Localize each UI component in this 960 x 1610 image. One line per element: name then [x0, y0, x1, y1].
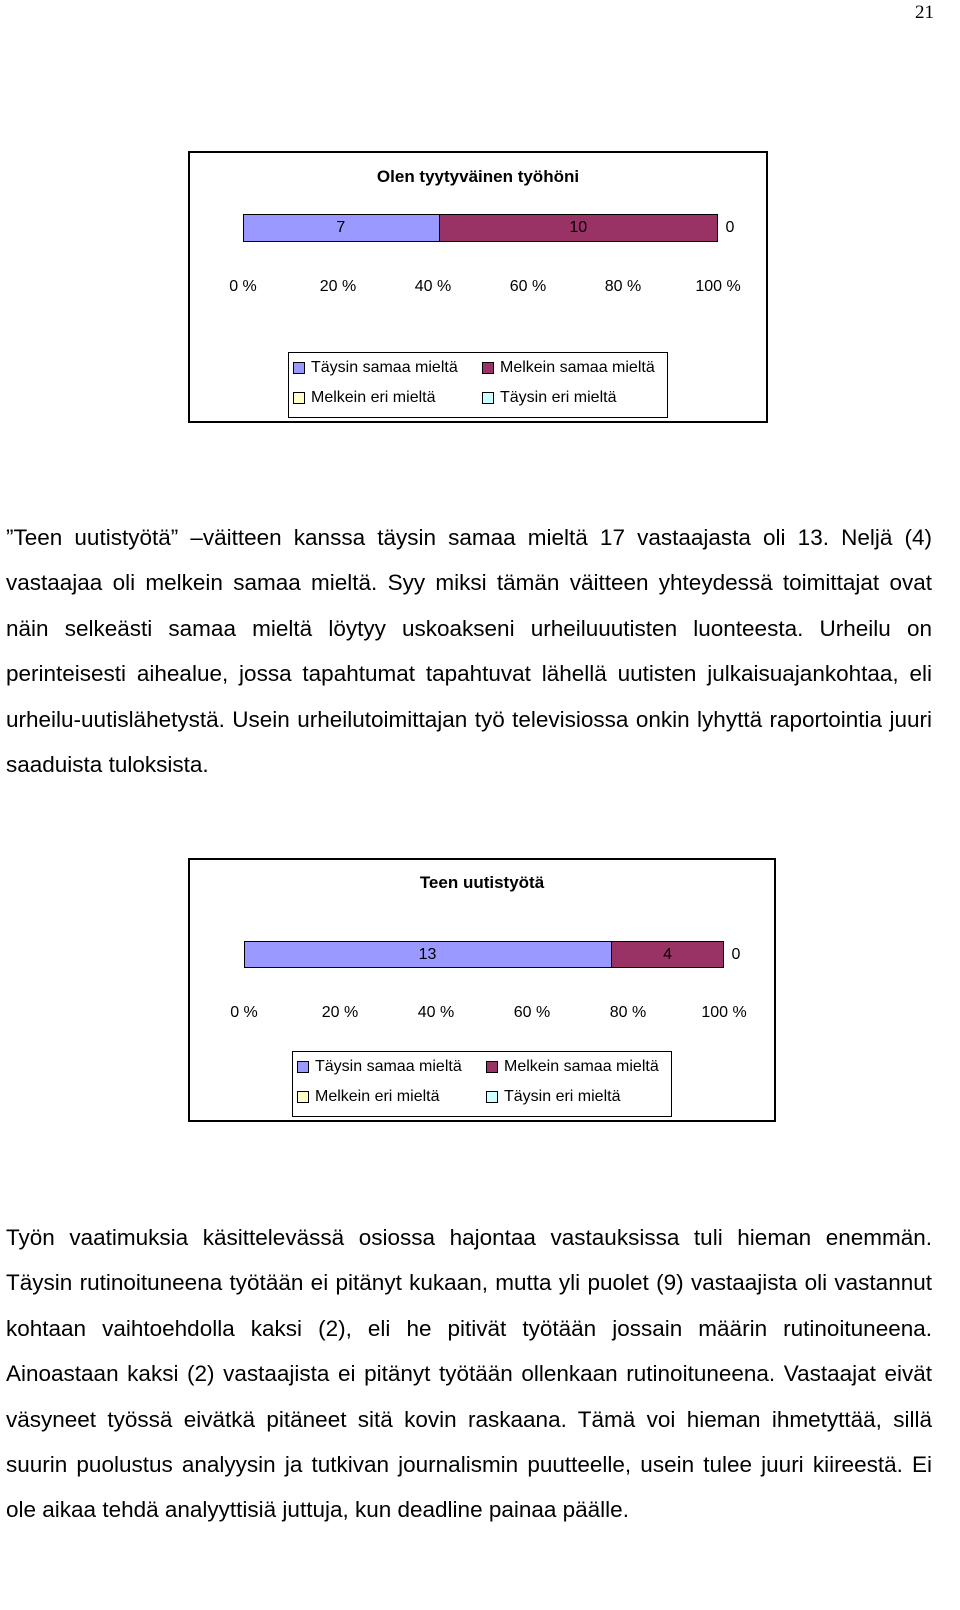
x-tick-label: 20 % [319, 278, 357, 295]
x-tick-label: 80 % [609, 1004, 647, 1021]
legend-swatch-melkein-eri [297, 1091, 309, 1103]
legend-swatch-taysin-eri [486, 1091, 498, 1103]
chart-legend [288, 352, 668, 418]
x-tick-label: 100 % [701, 1004, 747, 1021]
x-tick-label: 40 % [417, 1004, 455, 1021]
legend-item: Melkein samaa mieltä [486, 1058, 659, 1076]
x-tick-label: 100 % [695, 278, 741, 295]
legend-item: Täysin samaa mieltä [297, 1058, 462, 1076]
x-tick-label: 0 % [230, 1004, 258, 1021]
x-tick-label: 60 % [509, 278, 547, 295]
legend-swatch-melkein-samaa [486, 1061, 498, 1073]
data-label: 13 [418, 945, 437, 963]
x-tick-label: 40 % [414, 278, 452, 295]
legend-item: Melkein eri mieltä [293, 389, 435, 407]
legend-swatch-melkein-eri [293, 392, 305, 404]
legend-item: Täysin samaa mieltä [293, 359, 458, 377]
chart-title: Teen uutistyötä [419, 873, 545, 892]
legend-swatch-taysin-samaa [293, 362, 305, 374]
paragraph-teen-uutistyota: ”Teen uutistyötä” –väitteen kanssa täysin samaa mieltä 17 vastaajasta oli 13. Neljä (4) vastaajaa oli melkein samaa mieltä. Syy miksi tämän väitteen yhteydessä toimittajat ovat näin selkeästi samaa mieltä löytyy uskoakseni urheiluuutisten luonteesta. Urheilu on perinteisesti aihealue, jossa tapahtumat tapahtuvat lähellä uutisten julkaisuajankohtaa, eli urheilu-uutislähetystä. Usein urheilutoimittajan työ televisiossa onkin lyhyttä raportointia juuri saaduista tuloksista. [6, 525, 932, 778]
legend-swatch-taysin-eri [482, 392, 494, 404]
legend-swatch-taysin-samaa [297, 1061, 309, 1073]
x-tick-label: 20 % [321, 1004, 359, 1021]
chart-legend [292, 1051, 672, 1117]
legend-item: Täysin eri mieltä [486, 1088, 620, 1106]
data-label: 10 [569, 219, 588, 236]
data-label: 7 [336, 219, 346, 236]
legend-swatch-melkein-samaa [482, 362, 494, 374]
data-label: 0 [731, 945, 741, 963]
chart-uutistyo [188, 858, 776, 1122]
data-label: 0 [725, 219, 735, 236]
paragraph-tyon-vaatimuksia: Työn vaatimuksia käsittelevässä osiossa hajontaa vastauksissa tuli hieman enemmän. Täysin rutinoituneena työtään ei pitänyt kukaan, mutta yli puolet (9) vastaajista oli vastannut kohtaan vaihtoehdolla kaksi (2), eli he pitivät työtään jossain määrin rutinoituneena. Ainoastaan kaksi (2) vastaajista ei pitänyt työtään ollenkaan rutinoituneena. Vastaajat eivät väsyneet työssä eivätkä pitäneet sitä kovin raskaana. Tämä voi hieman ihmetyttää, sillä suurin puolustus analyysin ja tutkivan journalismin puutteelle, usein tulee juuri kiireestä. Ei ole aikaa tehdä analyyttisiä juttuja, kun deadline painaa päälle. [6, 1225, 932, 1523]
chart-title: Olen tyytyväinen työhöni [376, 167, 580, 186]
stacked-bar [244, 941, 724, 968]
stacked-bar [243, 214, 718, 242]
x-tick-label: 60 % [513, 1004, 551, 1021]
x-tick-label: 0 % [229, 278, 257, 295]
legend-item: Melkein eri mieltä [297, 1088, 439, 1106]
data-label: 4 [663, 945, 672, 963]
legend-item: Melkein samaa mieltä [482, 359, 655, 377]
x-tick-label: 80 % [604, 278, 642, 295]
chart-tyytyvainen [188, 151, 768, 423]
page-number: 21 [915, 2, 934, 23]
legend-item: Täysin eri mieltä [482, 389, 616, 407]
